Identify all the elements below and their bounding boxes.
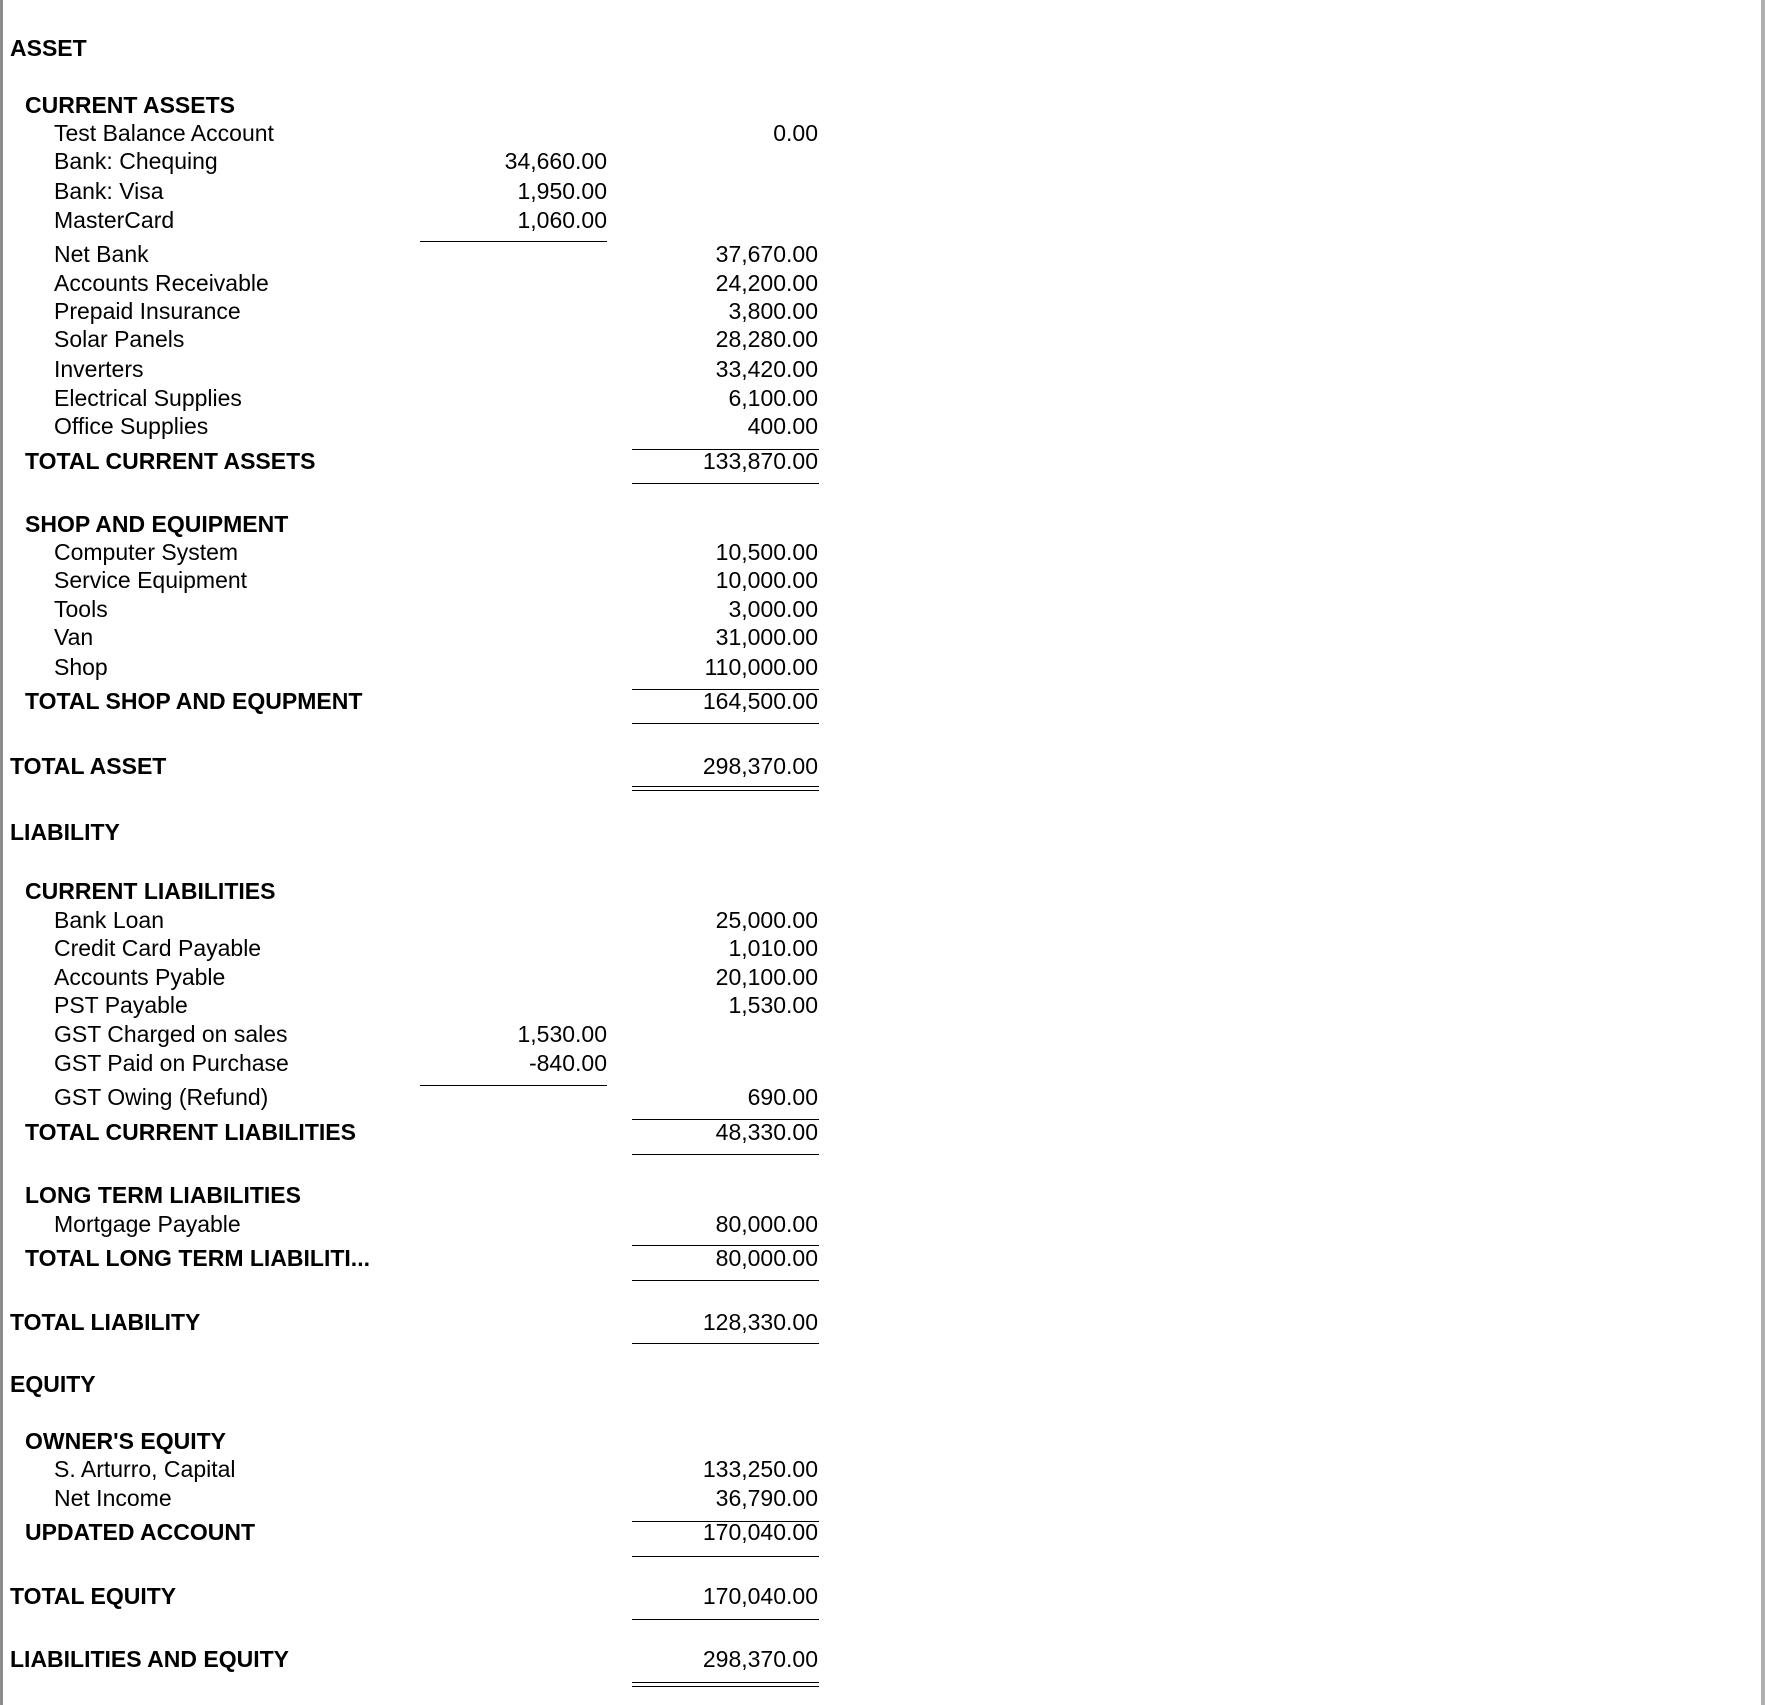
account-row-prepaid-insurance xyxy=(3,297,823,325)
account-label: Accounts Pyable xyxy=(54,964,226,990)
header-row-owner-s-equity xyxy=(3,1427,823,1455)
total-rule xyxy=(632,723,819,724)
account-amount: 20,100.00 xyxy=(715,964,818,990)
account-amount: 36,790.00 xyxy=(715,1485,818,1511)
total-amount: 298,370.00 xyxy=(702,1646,818,1672)
account-row-computer-system xyxy=(3,538,823,566)
account-label: Mortgage Payable xyxy=(54,1211,241,1237)
total-label: TOTAL CURRENT LIABILITIES xyxy=(25,1119,356,1145)
account-row-gst-owing-refund xyxy=(3,1083,823,1111)
account-row-tools xyxy=(3,595,823,623)
account-row-office-supplies xyxy=(3,412,823,440)
header-label: LIABILITY xyxy=(10,819,120,845)
account-label: Office Supplies xyxy=(54,413,209,439)
account-row-accounts-pyable xyxy=(3,963,823,991)
account-label: Bank: Chequing xyxy=(54,148,218,174)
total-rule xyxy=(632,1556,819,1557)
account-label: Credit Card Payable xyxy=(54,935,262,961)
account-amount: 25,000.00 xyxy=(715,907,818,933)
account-amount: 31,000.00 xyxy=(715,624,818,650)
total-amount: 298,370.00 xyxy=(702,753,818,779)
grand-total-double-rule xyxy=(632,786,819,791)
total-label: TOTAL SHOP AND EQUPMENT xyxy=(25,688,363,714)
account-row-accounts-receivable xyxy=(3,269,823,297)
total-amount: 133,870.00 xyxy=(702,448,818,474)
account-amount: 690.00 xyxy=(747,1084,818,1110)
account-label: Solar Panels xyxy=(54,326,185,352)
header-row-shop-and-equipment xyxy=(3,510,823,538)
account-row-shop xyxy=(3,653,823,681)
header-row-equity xyxy=(3,1370,823,1398)
account-row-mastercard xyxy=(3,206,823,234)
account-row-gst-charged-on-sales xyxy=(3,1020,823,1048)
total-label: TOTAL ASSET xyxy=(10,753,167,779)
account-row-bank-visa xyxy=(3,177,823,205)
header-row-current-liabilities xyxy=(3,877,823,905)
header-row-liability xyxy=(3,818,823,846)
subaccount-amount: 1,530.00 xyxy=(517,1021,607,1047)
account-label: Van xyxy=(54,624,94,650)
subtotal-rule xyxy=(632,1245,819,1246)
header-row-asset xyxy=(3,34,823,62)
total-amount: 48,330.00 xyxy=(715,1119,818,1145)
account-label: S. Arturro, Capital xyxy=(54,1456,236,1482)
account-amount: 24,200.00 xyxy=(715,270,818,296)
total-amount: 170,040.00 xyxy=(702,1583,818,1609)
total-label: UPDATED ACCOUNT xyxy=(25,1519,255,1545)
subtotal-rule xyxy=(632,689,819,690)
total-rule xyxy=(632,1619,819,1620)
account-label: GST Owing (Refund) xyxy=(54,1084,269,1110)
account-row-inverters xyxy=(3,355,823,383)
total-label: TOTAL CURRENT ASSETS xyxy=(25,448,316,474)
total-label: LIABILITIES AND EQUITY xyxy=(10,1646,289,1672)
account-row-test-balance-account xyxy=(3,119,823,147)
account-amount: 0.00 xyxy=(773,120,818,146)
account-label: Electrical Supplies xyxy=(54,385,242,411)
subaccount-amount: 1,950.00 xyxy=(517,178,607,204)
account-row-net-income xyxy=(3,1484,823,1512)
account-row-electrical-supplies xyxy=(3,384,823,412)
total-amount: 170,040.00 xyxy=(702,1519,818,1545)
total-row-total-current-liabilities xyxy=(3,1118,823,1146)
account-label: PST Payable xyxy=(54,992,188,1018)
account-row-credit-card-payable xyxy=(3,934,823,962)
total-label: TOTAL LONG TERM LIABILITI... xyxy=(25,1245,370,1271)
total-row-total-shop-and-equpment xyxy=(3,687,823,715)
total-rule xyxy=(632,483,819,484)
account-amount: 80,000.00 xyxy=(715,1211,818,1237)
account-row-solar-panels xyxy=(3,325,823,353)
header-label: CURRENT LIABILITIES xyxy=(25,878,276,904)
account-amount: 1,530.00 xyxy=(728,992,818,1018)
account-row-net-bank xyxy=(3,240,823,268)
account-amount: 3,800.00 xyxy=(728,298,818,324)
window-right-edge xyxy=(1761,0,1765,1705)
total-rule xyxy=(632,1343,819,1344)
total-row-total-current-assets xyxy=(3,447,823,475)
account-label: Inverters xyxy=(54,356,144,382)
account-row-s-arturro-capital xyxy=(3,1455,823,1483)
total-row-total-asset xyxy=(3,752,823,780)
account-amount: 110,000.00 xyxy=(704,654,818,680)
account-label: MasterCard xyxy=(54,207,175,233)
account-row-bank-loan xyxy=(3,906,823,934)
total-rule xyxy=(632,1154,819,1155)
account-row-mortgage-payable xyxy=(3,1210,823,1238)
account-amount: 33,420.00 xyxy=(715,356,818,382)
account-row-gst-paid-on-purchase xyxy=(3,1049,823,1077)
subaccount-amount: 1,060.00 xyxy=(517,207,607,233)
account-amount: 400.00 xyxy=(747,413,818,439)
total-row-updated-account xyxy=(3,1518,823,1546)
account-amount: 28,280.00 xyxy=(715,326,818,352)
total-rule xyxy=(632,1280,819,1281)
header-label: LONG TERM LIABILITIES xyxy=(25,1182,301,1208)
total-label: TOTAL EQUITY xyxy=(10,1583,177,1609)
account-label: Bank: Visa xyxy=(54,178,164,204)
account-amount: 10,000.00 xyxy=(715,567,818,593)
account-amount: 10,500.00 xyxy=(715,539,818,565)
account-amount: 3,000.00 xyxy=(728,596,818,622)
total-amount: 128,330.00 xyxy=(702,1309,818,1335)
account-row-bank-chequing xyxy=(3,147,823,175)
account-label: GST Charged on sales xyxy=(54,1021,288,1047)
total-row-total-liability xyxy=(3,1308,823,1336)
subtotal-rule xyxy=(420,241,607,242)
header-label: OWNER'S EQUITY xyxy=(25,1428,226,1454)
grand-total-double-rule xyxy=(632,1682,819,1687)
total-amount: 80,000.00 xyxy=(715,1245,818,1271)
header-row-current-assets xyxy=(3,91,823,119)
account-label: Accounts Receivable xyxy=(54,270,269,296)
account-label: Test Balance Account xyxy=(54,120,274,146)
subtotal-rule xyxy=(632,1119,819,1120)
subtotal-rule xyxy=(632,449,819,450)
total-label: TOTAL LIABILITY xyxy=(10,1309,201,1335)
header-row-long-term-liabilities xyxy=(3,1181,823,1209)
account-label: Shop xyxy=(54,654,108,680)
account-amount: 6,100.00 xyxy=(728,385,818,411)
account-label: Service Equipment xyxy=(54,567,248,593)
account-label: Bank Loan xyxy=(54,907,164,933)
subtotal-rule xyxy=(632,1521,819,1522)
total-row-total-long-term-liabiliti xyxy=(3,1244,823,1272)
total-row-total-equity xyxy=(3,1582,823,1610)
account-label: Tools xyxy=(54,596,108,622)
account-row-pst-payable xyxy=(3,991,823,1019)
account-label: Net Income xyxy=(54,1485,172,1511)
account-label: Prepaid Insurance xyxy=(54,298,241,324)
total-row-liabilities-and-equity xyxy=(3,1645,823,1673)
header-label: CURRENT ASSETS xyxy=(25,92,235,118)
total-amount: 164,500.00 xyxy=(702,688,818,714)
header-label: SHOP AND EQUIPMENT xyxy=(25,511,289,537)
header-label: ASSET xyxy=(10,35,87,61)
account-label: GST Paid on Purchase xyxy=(54,1050,289,1076)
account-label: Net Bank xyxy=(54,241,149,267)
subaccount-amount: -840.00 xyxy=(528,1050,607,1076)
header-label: EQUITY xyxy=(10,1371,96,1397)
account-amount: 1,010.00 xyxy=(728,935,818,961)
account-label: Computer System xyxy=(54,539,239,565)
account-amount: 133,250.00 xyxy=(702,1456,818,1482)
subaccount-amount: 34,660.00 xyxy=(504,148,607,174)
subtotal-rule xyxy=(420,1085,607,1086)
account-row-service-equipment xyxy=(3,566,823,594)
account-row-van xyxy=(3,623,823,651)
account-amount: 37,670.00 xyxy=(715,241,818,267)
